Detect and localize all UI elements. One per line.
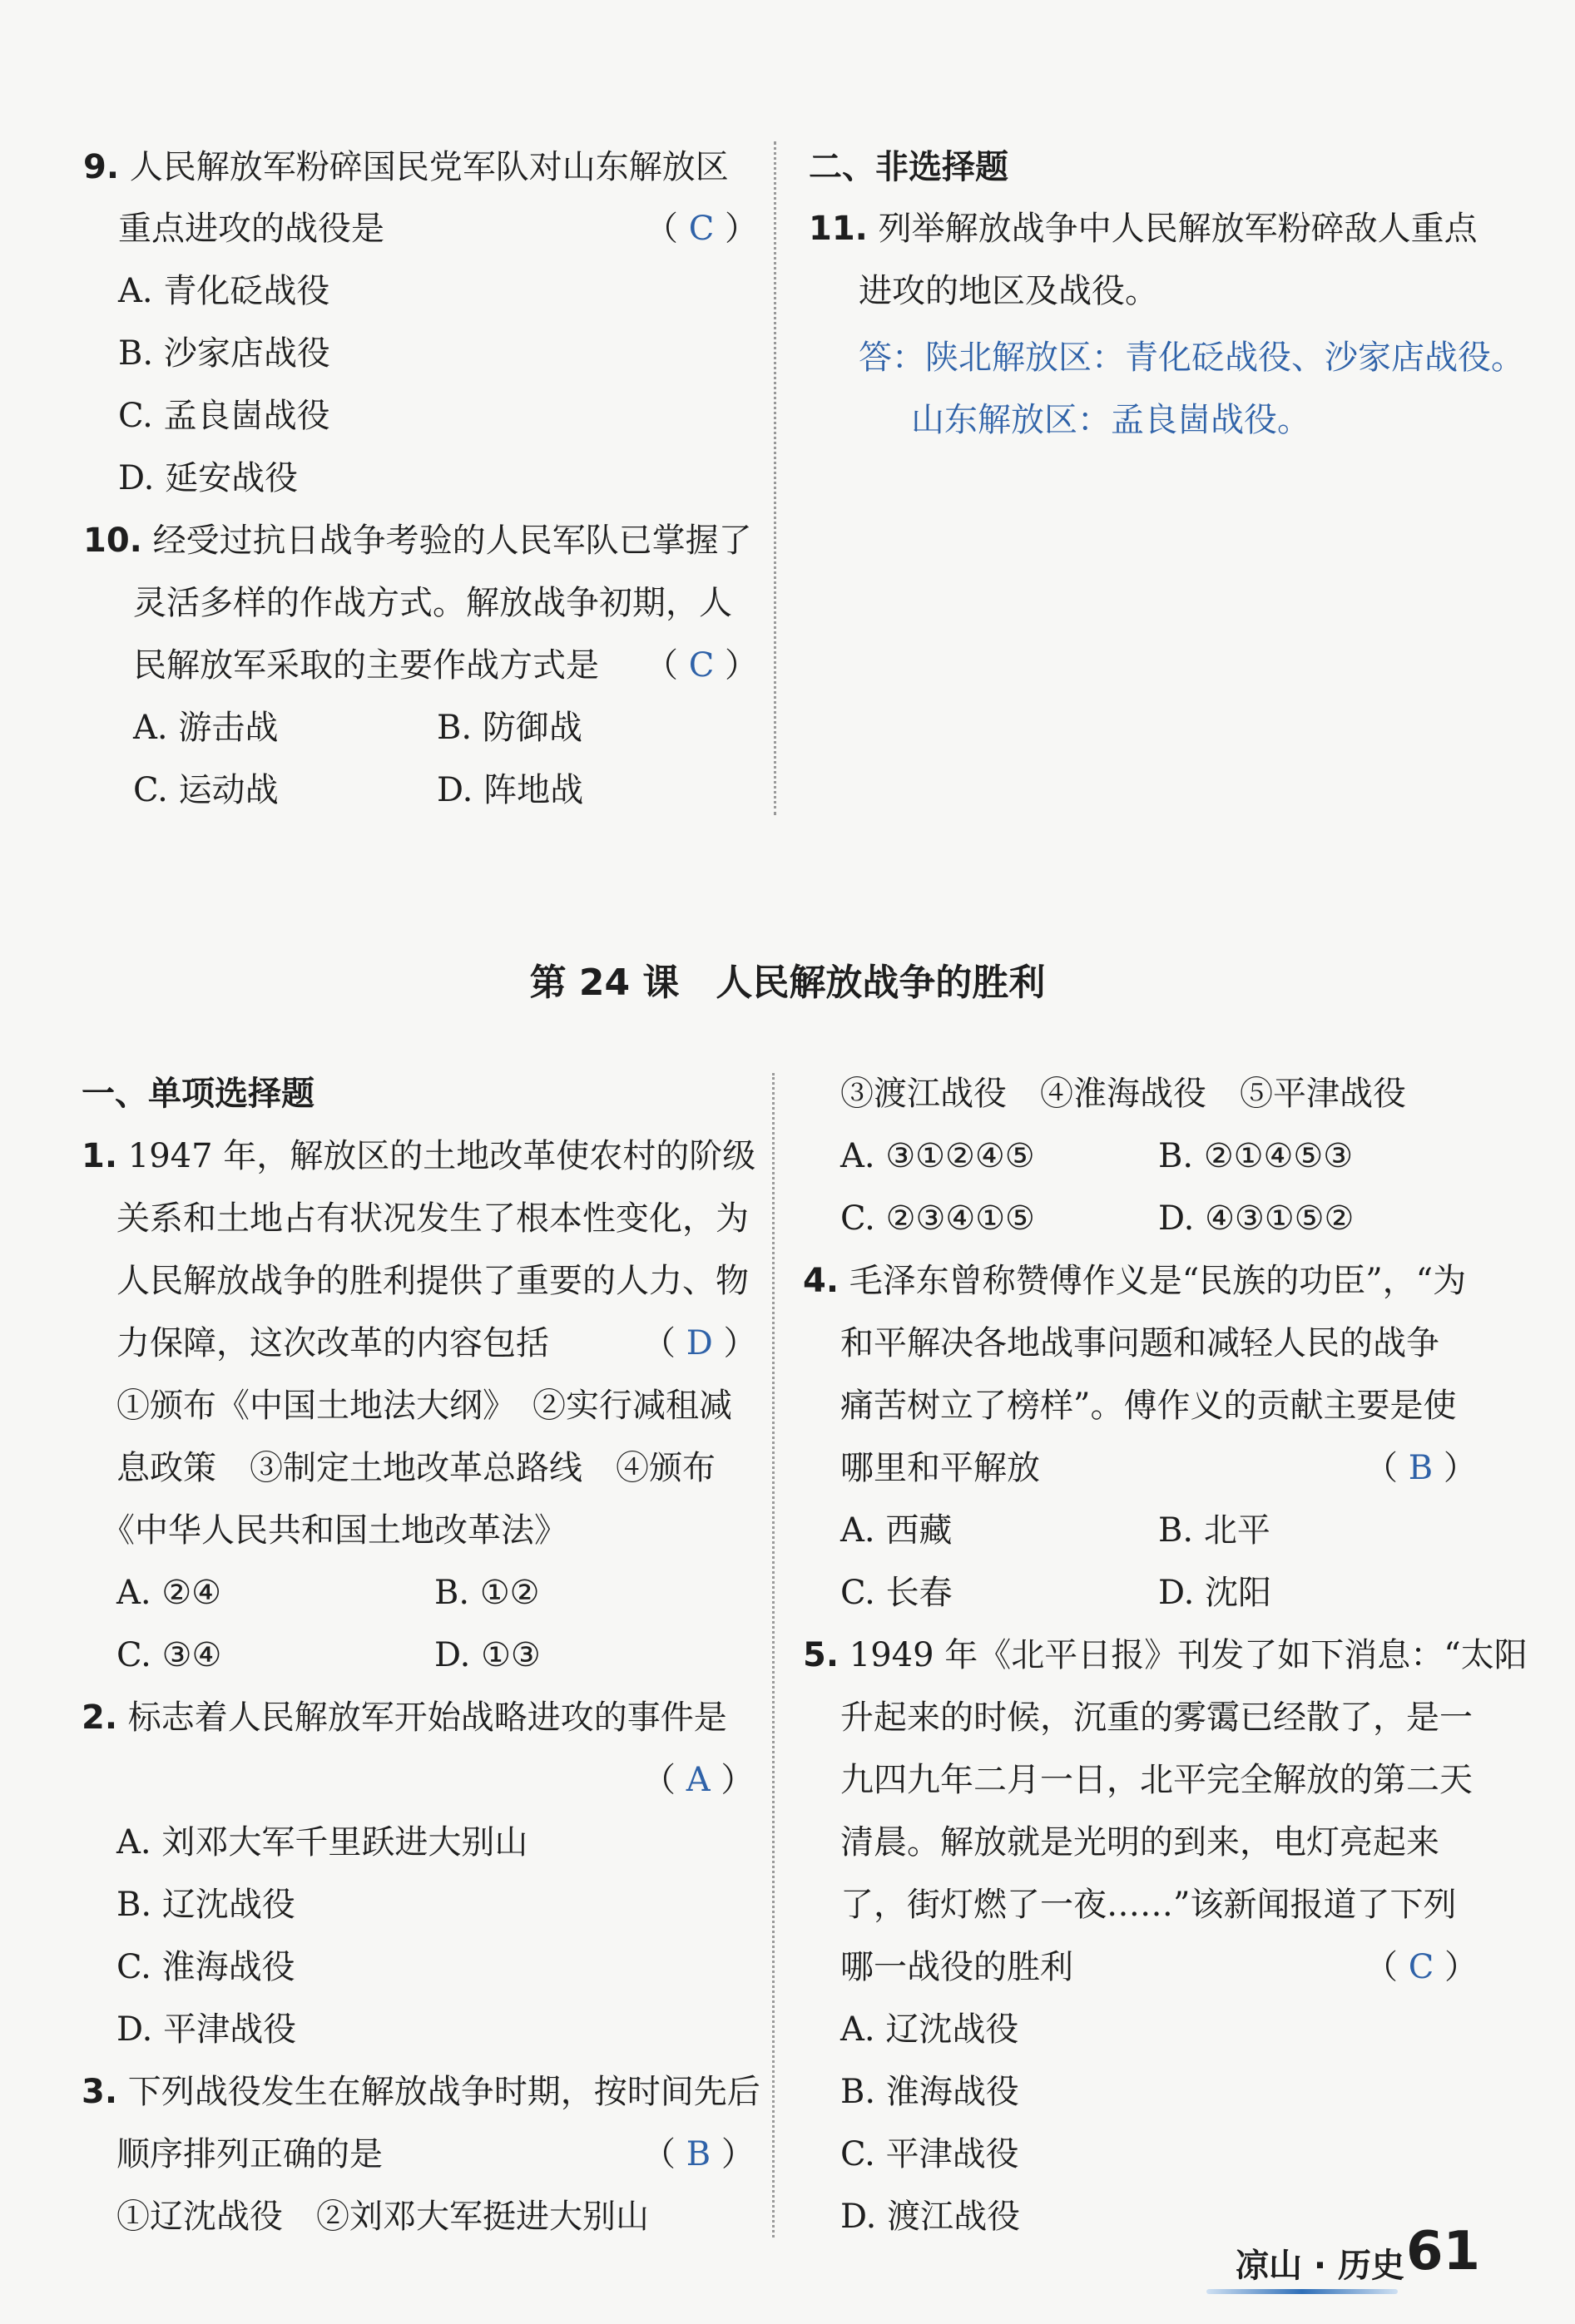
q1-option-d: D. ①③ bbox=[434, 1636, 541, 1674]
q9-text-1: 人民解放军粉碎国民党军队对山东解放区 bbox=[129, 148, 729, 186]
section-2-heading: 二、非选择题 bbox=[809, 148, 1008, 186]
q1-line3: 人民解放战争的胜利提供了重要的人力、物 bbox=[116, 1262, 749, 1300]
q4-option-b: B. 北平 bbox=[1158, 1511, 1270, 1550]
q3-line3: ①辽沈战役 ②刘邓大军挺进大别山 bbox=[116, 2198, 649, 2236]
section-1-heading: 一、单项选择题 bbox=[82, 1075, 315, 1113]
q3-line4: ③渡江战役 ④淮海战役 ⑤平津战役 bbox=[840, 1075, 1406, 1113]
q5-line3: 九四九年二月一日，北平完全解放的第二天 bbox=[840, 1761, 1473, 1799]
q9-answer-bracket: （ C ） bbox=[645, 210, 759, 248]
q5-number: 5. bbox=[803, 1636, 840, 1674]
q5-line6: 哪一战役的胜利 bbox=[840, 1948, 1073, 1986]
page-number: 61 bbox=[1406, 2221, 1481, 2282]
q1-line7: 《中华人民共和国土地改革法》 bbox=[102, 1511, 567, 1550]
q2-option-d: D. 平津战役 bbox=[116, 2010, 297, 2049]
q1-option-c: C. ③④ bbox=[116, 1636, 222, 1674]
q9-line2: 重点进攻的战役是 bbox=[118, 210, 384, 248]
lesson-title: 第 24 课 人民解放战争的胜利 bbox=[529, 962, 1046, 1004]
q5-option-a: A. 辽沈战役 bbox=[840, 2010, 1019, 2049]
q3-option-a: A. ③①②④⑤ bbox=[840, 1137, 1035, 1175]
q5-line4: 清晨。解放就是光明的到来，电灯亮起来 bbox=[840, 1823, 1439, 1862]
q3-text-1: 下列战役发生在解放战争时期，按时间先后 bbox=[127, 2073, 760, 2111]
q9-option-d: D. 延安战役 bbox=[118, 459, 299, 497]
q1-option-b: B. ①② bbox=[434, 1574, 540, 1612]
q2-option-c: C. 淮海战役 bbox=[116, 1948, 295, 1986]
q4-line1 bbox=[803, 1260, 1466, 1302]
q4-option-a: A. 西藏 bbox=[840, 1511, 953, 1550]
q3-option-d: D. ④③①⑤② bbox=[1158, 1199, 1355, 1238]
q1-answer-bracket: （ D ） bbox=[642, 1324, 757, 1362]
q2-option-a: A. 刘邓大军千里跃进大别山 bbox=[116, 1823, 528, 1862]
q10-line1 bbox=[83, 520, 752, 561]
footer-decoration bbox=[1206, 2289, 1398, 2294]
q4-answer: B bbox=[1408, 1449, 1434, 1487]
q5-option-c: C. 平津战役 bbox=[840, 2135, 1019, 2173]
q4-line4: 哪里和平解放 bbox=[840, 1449, 1040, 1487]
q11-text-1: 列举解放战争中人民解放军粉碎敌人重点 bbox=[878, 210, 1478, 248]
q10-answer-bracket: （ C ） bbox=[645, 646, 759, 685]
q10-option-c: C. 运动战 bbox=[133, 771, 279, 809]
q3-answer-bracket: （ B ） bbox=[642, 2135, 755, 2173]
q10-number: 10. bbox=[83, 522, 142, 560]
q5-answer-bracket: （ C ） bbox=[1365, 1948, 1478, 1986]
q1-answer: D bbox=[686, 1324, 713, 1362]
q5-option-d: D. 渡江战役 bbox=[840, 2198, 1021, 2236]
q9-option-c: C. 孟良崮战役 bbox=[118, 397, 330, 435]
q2-answer: A bbox=[686, 1761, 711, 1799]
column-divider-bottom bbox=[772, 1073, 775, 2237]
q3-answer: B bbox=[686, 2135, 711, 2173]
q9-line1 bbox=[83, 146, 729, 188]
column-divider-top bbox=[774, 141, 776, 815]
q1-line5: ①颁布《中国土地法大纲》 ②实行减租减 bbox=[116, 1387, 732, 1425]
q5-answer: C bbox=[1408, 1948, 1434, 1986]
q2-option-b: B. 辽沈战役 bbox=[116, 1886, 295, 1924]
q10-line2: 灵活多样的作战方式。解放战争初期，人 bbox=[133, 584, 732, 622]
q2-text-1: 标志着人民解放军开始战略进攻的事件是 bbox=[127, 1698, 727, 1737]
q9-option-a: A. 青化砭战役 bbox=[118, 272, 330, 310]
q10-line3: 民解放军采取的主要作战方式是 bbox=[133, 646, 599, 685]
q11-answer-2: 山东解放区：孟良崮战役。 bbox=[911, 401, 1310, 439]
q3-option-b: B. ②①④⑤③ bbox=[1158, 1137, 1354, 1175]
q11-line1 bbox=[809, 208, 1478, 250]
q1-number: 1. bbox=[82, 1137, 118, 1175]
q4-answer-bracket: （ B ） bbox=[1365, 1449, 1477, 1487]
q3-number: 3. bbox=[82, 2073, 118, 2111]
q4-line3: 痛苦树立了榜样”。傅作义的贡献主要是使 bbox=[840, 1387, 1457, 1425]
q4-option-c: C. 长春 bbox=[840, 1574, 953, 1612]
q1-line6: 息政策 ③制定土地改革总路线 ④颁布 bbox=[116, 1449, 716, 1487]
q4-text-1: 毛泽东曾称赞傅作义是“民族的功臣”，“为 bbox=[849, 1262, 1467, 1300]
q5-line5: 了，街灯燃了一夜……”该新闻报道了下列 bbox=[840, 1886, 1457, 1924]
q11-number: 11. bbox=[809, 210, 868, 248]
q10-text-1: 经受过抗日战争考验的人民军队已掌握了 bbox=[152, 522, 752, 560]
q9-option-b: B. 沙家店战役 bbox=[118, 334, 330, 373]
q3-line2: 顺序排列正确的是 bbox=[116, 2135, 383, 2173]
q11-answer-1: 答：陕北解放区：青化砭战役、沙家店战役。 bbox=[859, 339, 1524, 377]
q1-text-1: 1947 年，解放区的土地改革使农村的阶级 bbox=[127, 1137, 756, 1175]
footer-label: 凉山 · 历史 bbox=[1236, 2247, 1405, 2285]
q1-line4: 力保障，这次改革的内容包括 bbox=[116, 1324, 549, 1362]
q11-line2: 进攻的地区及战役。 bbox=[859, 272, 1158, 310]
q10-option-d: D. 阵地战 bbox=[437, 771, 584, 809]
q3-option-c: C. ②③④①⑤ bbox=[840, 1199, 1035, 1238]
q5-text-1: 1949 年《北平日报》刊发了如下消息：“太阳 bbox=[849, 1636, 1528, 1674]
q4-line2: 和平解决各地战事问题和减轻人民的战争 bbox=[840, 1324, 1439, 1362]
q2-line1 bbox=[82, 1697, 727, 1738]
q1-line2: 关系和土地占有状况发生了根本性变化，为 bbox=[116, 1199, 749, 1238]
q1-option-a: A. ②④ bbox=[116, 1574, 222, 1612]
q5-line2: 升起来的时候，沉重的雾霭已经散了，是一 bbox=[840, 1698, 1473, 1737]
q10-option-a: A. 游击战 bbox=[133, 709, 279, 747]
q9-answer: C bbox=[688, 210, 715, 248]
q4-number: 4. bbox=[803, 1262, 840, 1300]
q5-line1 bbox=[803, 1634, 1528, 1676]
q2-number: 2. bbox=[82, 1698, 118, 1737]
q9-number: 9. bbox=[83, 148, 120, 186]
q1-line1 bbox=[82, 1135, 755, 1177]
q10-option-b: B. 防御战 bbox=[437, 709, 582, 747]
q3-line1 bbox=[82, 2071, 760, 2113]
q5-option-b: B. 淮海战役 bbox=[840, 2073, 1019, 2111]
q4-option-d: D. 沈阳 bbox=[1158, 1574, 1272, 1612]
q2-answer-bracket: （ A ） bbox=[642, 1761, 755, 1799]
q10-answer: C bbox=[688, 646, 715, 685]
